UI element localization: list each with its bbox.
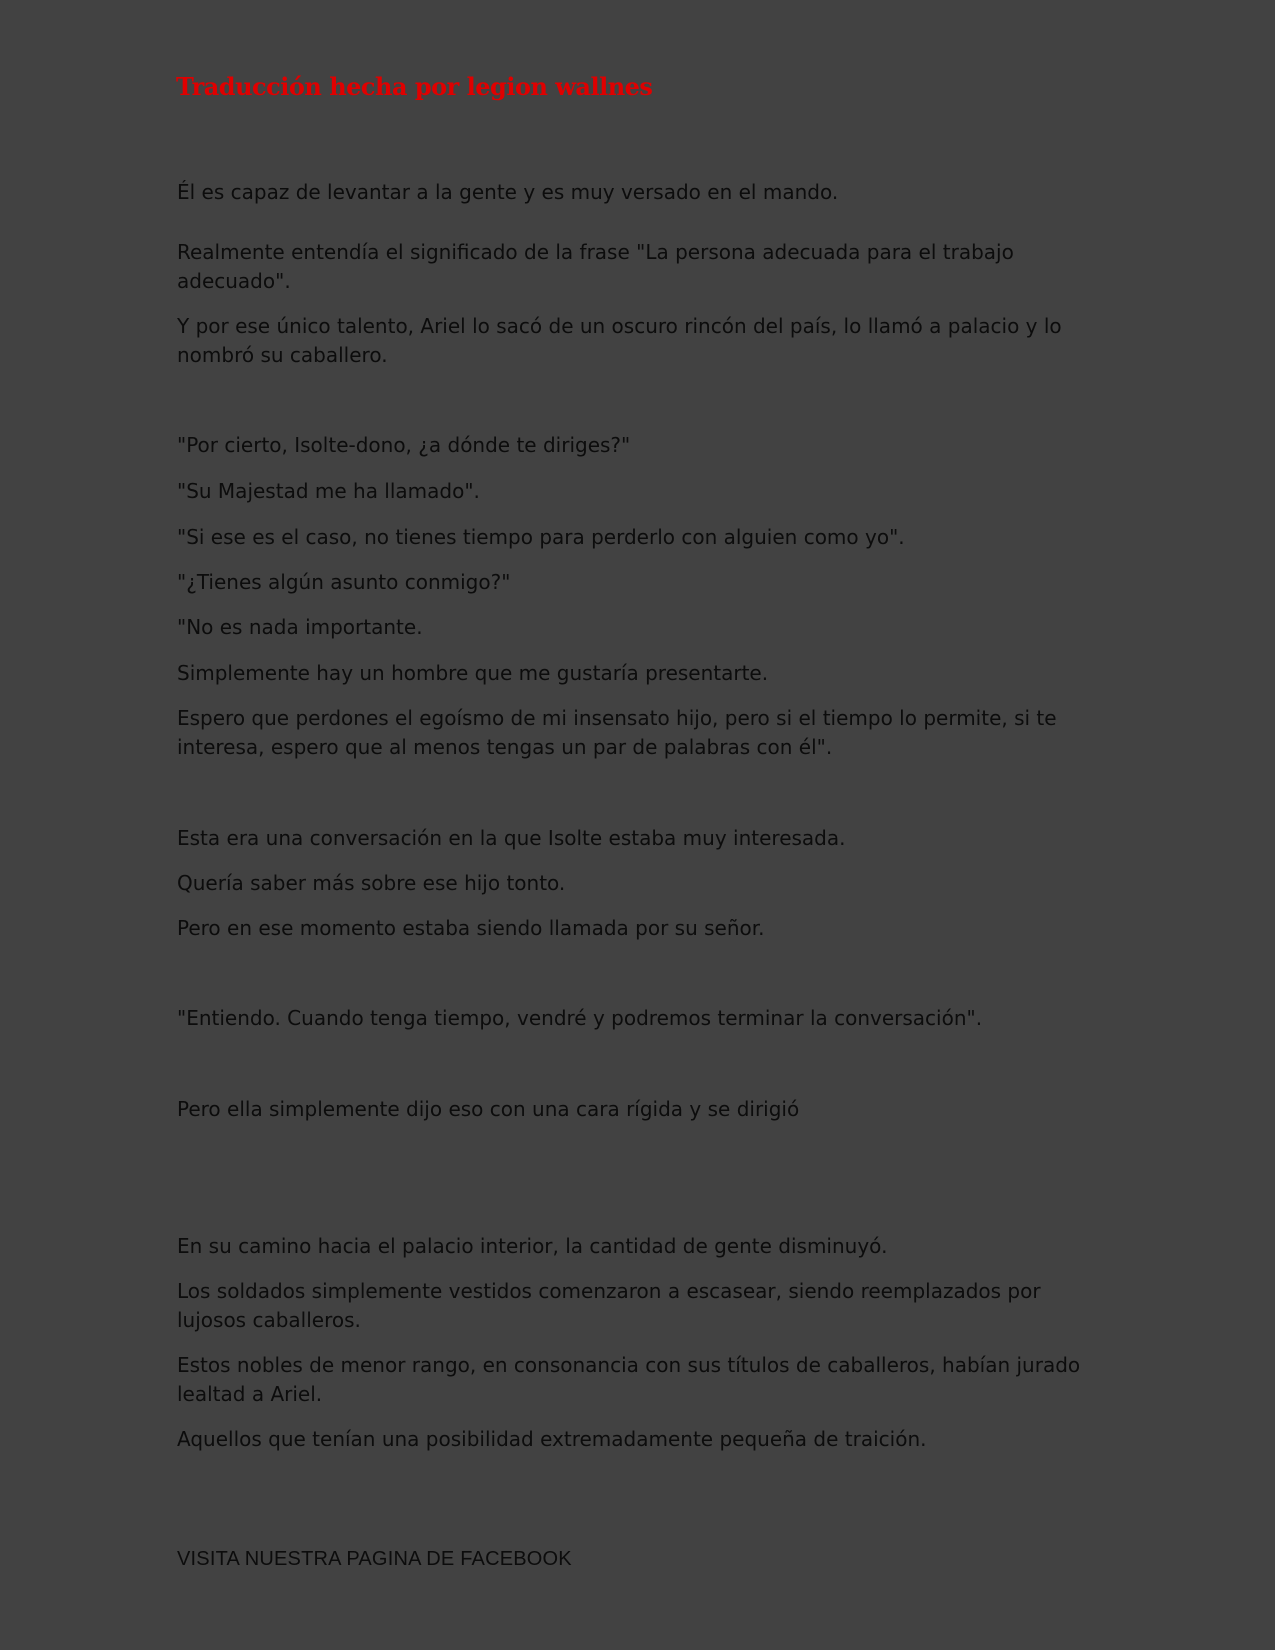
paragraph: Él es capaz de levantar a la gente y es muy versado en el mando. <box>177 180 839 204</box>
paragraph: Los soldados simplemente vestidos comenzaron a escasear, siendo reemplazados por lujosos caballeros. <box>177 1279 1041 1332</box>
facebook-link-text: VISITA NUESTRA PAGINA DE FACEBOOK <box>177 1548 572 1570</box>
paragraph: Y por ese único talento, Ariel lo sacó de un oscuro rincón del país, lo llamó a palacio y lo nombró su caballero. <box>177 314 1062 367</box>
paragraph: Espero que perdones el egoísmo de mi insensato hijo, pero si el tiempo lo permite, si te interesa, espero que al menos tengas un par de palabras con él". <box>177 706 1057 759</box>
paragraph: "¿Tienes algún asunto conmigo?" <box>177 570 511 594</box>
paragraph: En su camino hacia el palacio interior, la cantidad de gente disminuyó. <box>177 1234 888 1258</box>
paragraph: "Entiendo. Cuando tenga tiempo, vendré y podremos terminar la conversación". <box>177 1006 983 1030</box>
paragraph: "Si ese es el caso, no tienes tiempo para perderlo con alguien como yo". <box>177 525 905 549</box>
paragraph: Estos nobles de menor rango, en consonancia con sus títulos de caballeros, habían jurado lealtad a Ariel. <box>177 1353 1081 1406</box>
paragraph: Pero ella simplemente dijo eso con una cara rígida y se dirigió <box>177 1097 800 1121</box>
paragraph: Simplemente hay un hombre que me gustaría presentarte. <box>177 661 769 685</box>
paragraph: Realmente entendía el significado de la frase "La persona adecuada para el trabajo adecuado". <box>177 240 1014 293</box>
paragraph: "No es nada importante. <box>177 615 423 639</box>
paragraph: Aquellos que tenían una posibilidad extremadamente pequeña de traición. <box>177 1427 927 1451</box>
paragraph: Esta era una conversación en la que Isolte estaba muy interesada. <box>177 826 846 850</box>
translation-credit: Traducción hecha por legion wallnes <box>176 72 653 101</box>
paragraph: Quería saber más sobre ese hijo tonto. <box>177 871 566 895</box>
paragraph: Pero en ese momento estaba siendo llamada por su señor. <box>177 916 765 940</box>
paragraph: "Su Majestad me ha llamado". <box>177 479 480 503</box>
paragraph: "Por cierto, Isolte-dono, ¿a dónde te diriges?" <box>177 433 631 457</box>
